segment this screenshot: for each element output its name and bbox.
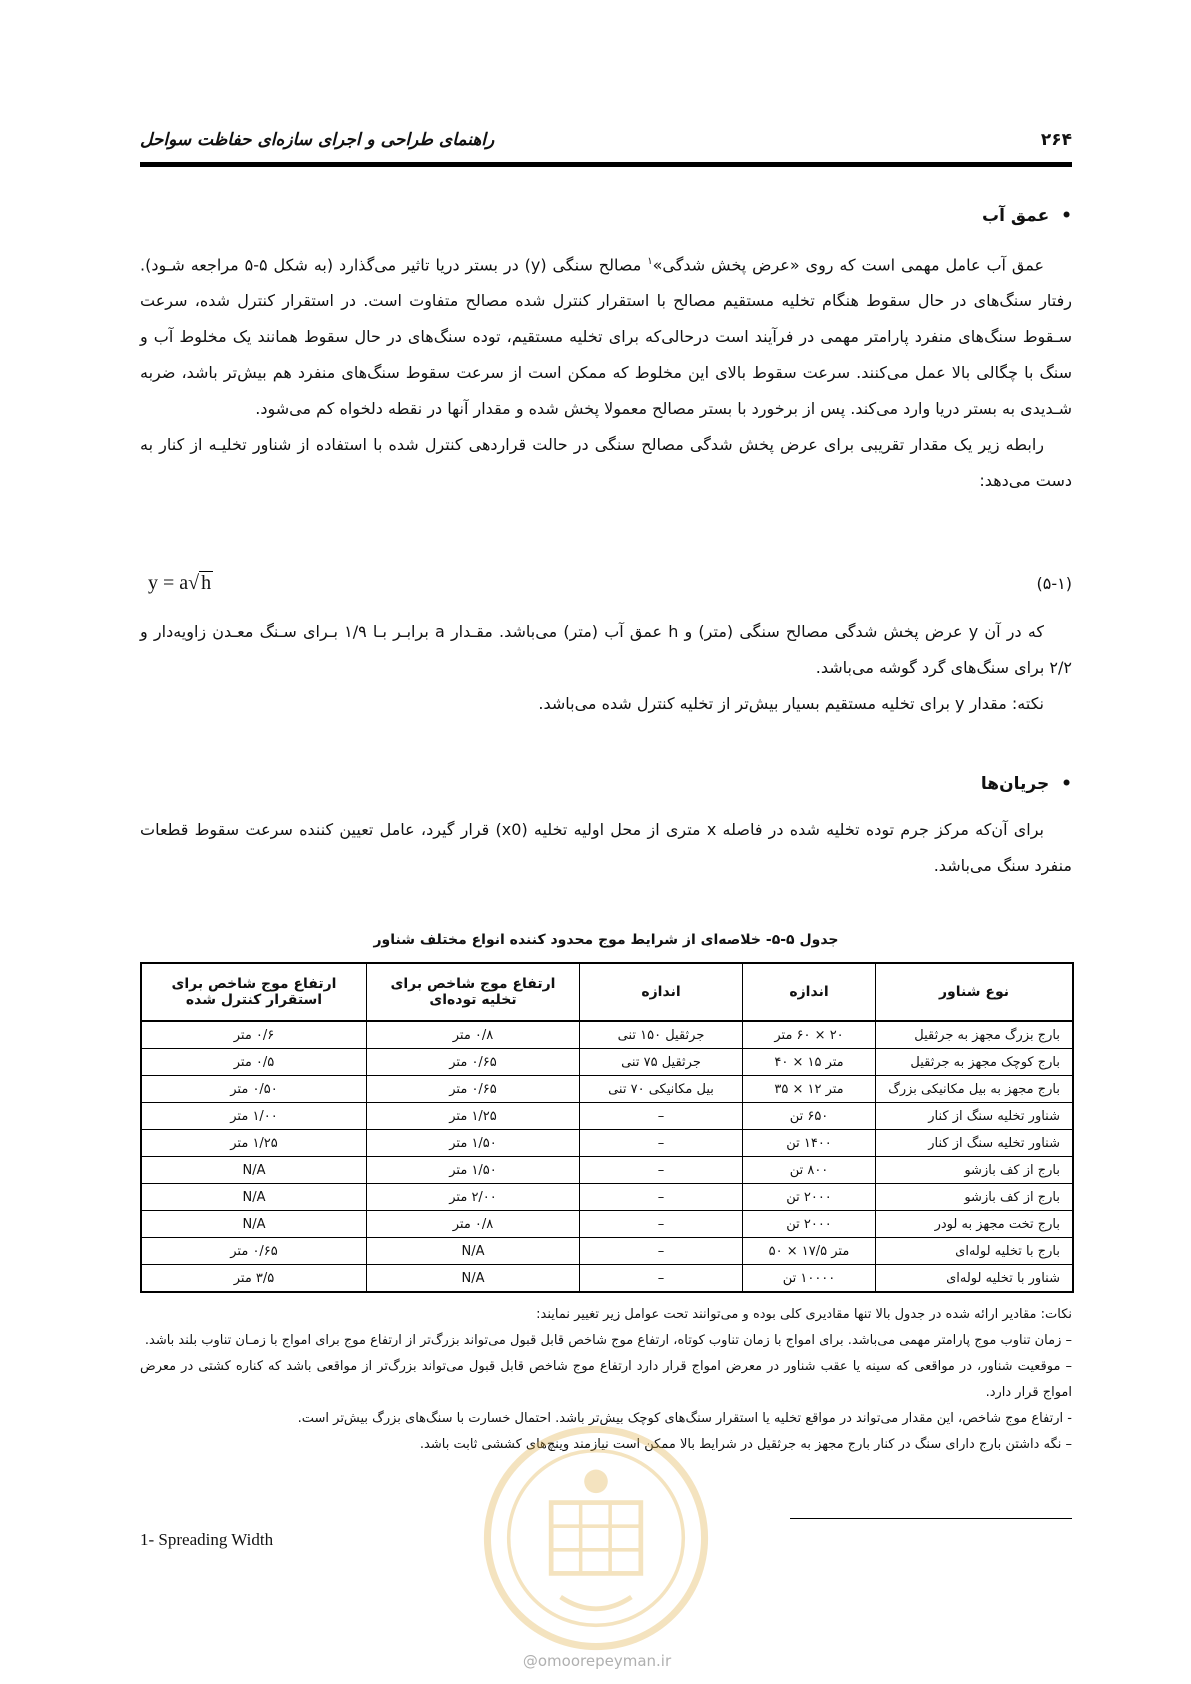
watermark-seal-icon <box>478 1420 714 1656</box>
table-cell: – <box>580 1130 743 1157</box>
table-row <box>141 1103 1073 1130</box>
table-cell: ۰/۸ متر <box>367 1021 580 1049</box>
note-line: – زمان تناوب موج پارامتر مهمی می‌باشد. برای امواج با زمان تناوب کوتاه، ارتفاع موج شاخص قابل قبول می‌تواند بزرگ‌تر از ارتفاع موج برای امواج با زمـان تناوب بلند باشد. <box>144 1333 1072 1348</box>
table-cell: بارج از کف بازشو <box>876 1157 1074 1184</box>
table-row <box>141 1049 1073 1076</box>
table-cell: ۱/۲۵ متر <box>141 1130 367 1157</box>
currents-paragraph: برای آن‌که مرکز جرم توده تخلیه شده در فاصله x متری از محل اولیه تخلیه (x0) قرار گیرد، عامل تعیین کننده سرعت سقوط قطعات منفرد سنگ می‌باشد. <box>140 820 1072 875</box>
table-cell: ۰/۶۵ متر <box>367 1049 580 1076</box>
table-row <box>141 1184 1073 1211</box>
table-cell: ۰/۵۰ متر <box>141 1076 367 1103</box>
table-cell: ۲۰۰۰ تن <box>743 1184 876 1211</box>
table-row <box>141 1238 1073 1265</box>
table-cell: جرثقیل ۷۵ تنی <box>580 1049 743 1076</box>
table-cell: ۰/۶ متر <box>141 1021 367 1049</box>
table-row <box>141 1021 1073 1049</box>
table-cell: – <box>580 1211 743 1238</box>
equation-formula: y = a√ h <box>148 572 212 594</box>
table-cell: N/A <box>367 1265 580 1293</box>
table-cell: ۱/۵۰ متر <box>367 1157 580 1184</box>
equation-radicand: h <box>201 572 212 594</box>
table-cell: بارج بزرگ مجهز به جرثقیل <box>876 1021 1074 1049</box>
section-title-depth <box>982 206 1072 226</box>
depth-body-2 <box>140 614 1072 722</box>
table-cell: – <box>580 1157 743 1184</box>
note-line: - ارتفاع موج شاخص، این مقدار می‌تواند در مواقع تخلیه یا استقرار سنگ‌های کوچک بیش‌تر باشد. احتمال خسارت با سنگ‌های بزرگ بیش‌تر است. <box>297 1411 1072 1426</box>
table-cell: – <box>580 1238 743 1265</box>
table-caption: جدول ۵-۵- خلاصه‌ای از شرایط موج محدود کننده انواع مختلف شناور <box>373 932 839 948</box>
table-cell: ۱/۰۰ متر <box>141 1103 367 1130</box>
table-cell: ۰/۶۵ متر <box>367 1076 580 1103</box>
table-cell: – <box>580 1103 743 1130</box>
table-cell: N/A <box>141 1211 367 1238</box>
depth-paragraph-1 <box>140 244 1072 427</box>
equation-5-1 <box>140 572 1072 604</box>
depth-paragraph-1-a: عمق آب عامل مهمی است که روی «عرض پخش شدگی» <box>652 255 1045 275</box>
watermark-site-text: @omoorepeyman.ir <box>522 1652 672 1670</box>
table-cell: جرثقیل ۱۵۰ تنی <box>580 1021 743 1049</box>
table-cell: بارج از کف بازشو <box>876 1184 1074 1211</box>
note-line: – موقعیت شناور، در مواقعی که سینه یا عقب شناور در معرض امواج قرار دارد ارتفاع موج شاخص قابل قبول می‌تواند بزرگ‌تر از مواقعی باشد که کناره کشتی در معرض امواج قرار دارد. <box>140 1359 1072 1400</box>
table-cell: شناور تخلیه سنگ از کنار <box>876 1130 1074 1157</box>
table-cell: متر ۱۲ × ۳۵ <box>743 1076 876 1103</box>
running-title: راهنمای طراحی و اجرای سازه‌ای حفاظت سواحل <box>140 130 495 150</box>
table-cell: شناور با تخلیه لوله‌ای <box>876 1265 1074 1293</box>
table-cell: بیل مکانیکی ۷۰ تنی <box>580 1076 743 1103</box>
table-cell: – <box>580 1184 743 1211</box>
table-header-row <box>141 963 1073 1021</box>
table-row <box>141 1265 1073 1293</box>
table-cell: ۶۵۰ تن <box>743 1103 876 1130</box>
table-cell: ۰/۶۵ متر <box>141 1238 367 1265</box>
page-number: ۲۶۴ <box>1040 130 1072 150</box>
table-cell: شناور تخلیه سنگ از کنار <box>876 1103 1074 1130</box>
header-wave-bulk: ارتفاع موج شاخص برای تخلیه توده‌ای <box>367 963 580 1021</box>
table-cell: – <box>580 1265 743 1293</box>
table-row <box>141 1211 1073 1238</box>
section-title-depth-text: عمق آب <box>982 206 1050 226</box>
table-cell: ۱۰۰۰۰ تن <box>743 1265 876 1293</box>
table-cell: ۰/۸ متر <box>367 1211 580 1238</box>
table-cell: ۳/۵ متر <box>141 1265 367 1293</box>
bullet-icon: • <box>1061 774 1072 794</box>
table-cell: ۲/۰۰ متر <box>367 1184 580 1211</box>
section-title-currents <box>981 774 1072 794</box>
header-wave-controlled: ارتفاع موج شاخص برای استقرار کنترل شده <box>141 963 367 1021</box>
depth-paragraph-3: که در آن y عرض پخش شدگی مصالح سنگی (متر) و h عمق آب (متر) می‌باشد. مقـدار a برابـر بـا ۱/۹ بـرای سـنگ معـدن زاویه‌دار و ۲/۲ برای سنگ‌های گرد گوشه می‌باشد. <box>140 622 1072 677</box>
table-cell: بارج تخت مجهز به لودر <box>876 1211 1074 1238</box>
page-header <box>140 128 1072 167</box>
equation-lhs: y = a <box>148 572 189 594</box>
footnote-ref: ۱ <box>647 256 653 267</box>
table-cell: بارج مجهز به بیل مکانیکی بزرگ <box>876 1076 1074 1103</box>
section-title-currents-text: جریان‌ها <box>980 774 1050 794</box>
table-cell: ۲۰۰۰ تن <box>743 1211 876 1238</box>
table-cell: ۱/۲۵ متر <box>367 1103 580 1130</box>
depth-body <box>140 244 1072 499</box>
depth-paragraph-2: رابطه زیر یک مقدار تقریبی برای عرض پخش شدگی مصالح سنگی در حالت قراردهی کنترل شده با استفاده از شناور تخلیـه از کنار به دست می‌دهد: <box>140 435 1072 491</box>
footnote: 1- Spreading Width <box>140 1530 274 1549</box>
vessel-wave-table <box>140 962 1074 1293</box>
table-body <box>141 1021 1073 1292</box>
table-cell: ۰/۵ متر <box>141 1049 367 1076</box>
depth-paragraph-1-b: مصالح سنگی (y) در بستر دریا تاثیر می‌گذارد (به شکل ۵-۵ مراجعه شـود). رفتار سنگ‌های در حال سقوط هنگام تخلیه مستقیم مصالح با استقرار کنترل شده مصالح متفاوت است. در استقرار کنترل شده، سرعت سـقوط سنگ‌های منفرد پارامتر مهمی در فرآیند است درحالی‌که برای تخلیه مستقیم، توده سنگ‌های در حال سقوط همانند یک مخلوط آب و سنگ با چگالی بالا عمل می‌کنند. سرعت سقوط بالای این مخلوط که ممکن است از سرعت سقوط سنگ‌های منفرد هم بیش‌تر باشد، ضربه شـدیدی به بستر دریا وارد می‌کند. پس از برخورد با بستر مصالح معمولا پخش شده و مقدار آنها در نقطه دلخواه کم می‌شود. <box>140 255 1072 419</box>
header-size-2: اندازه <box>580 963 743 1021</box>
table-cell: متر ۱۵ × ۴۰ <box>743 1049 876 1076</box>
table-cell: ۱/۵۰ متر <box>367 1130 580 1157</box>
equation-number: (۵-۱) <box>1036 574 1072 593</box>
header-size-1: اندازه <box>743 963 876 1021</box>
bullet-icon: • <box>1061 206 1072 226</box>
depth-note: نکته: مقدار y برای تخلیه مستقیم بسیار بیش‌تر از تخلیه کنترل شده می‌باشد. <box>538 694 1044 713</box>
table-cell: N/A <box>141 1157 367 1184</box>
table-row <box>141 1076 1073 1103</box>
table-cell: ۱۴۰۰ تن <box>743 1130 876 1157</box>
table-cell: N/A <box>367 1238 580 1265</box>
note-line: نکات: مقادیر ارائه شده در جدول بالا تنها مقادیری کلی بوده و می‌توانند تحت عوامل زیر تغییر نمایند: <box>536 1307 1072 1322</box>
table-cell: بارج با تخلیه لوله‌ای <box>876 1238 1074 1265</box>
header-vessel-type: نوع شناور <box>876 963 1074 1021</box>
footnote-divider <box>790 1518 1072 1519</box>
table-row <box>141 1157 1073 1184</box>
table-cell: متر ۱۷/۵ × ۵۰ <box>743 1238 876 1265</box>
table-cell: ۲۰ × ۶۰ متر <box>743 1021 876 1049</box>
currents-body <box>140 812 1072 884</box>
table-cell: ۸۰۰ تن <box>743 1157 876 1184</box>
note-line: – نگه داشتن بارج دارای سنگ در کنار بارج مجهز به جرثقیل در شرایط بالا ممکن است نیازمند وینچ‌های کششی ثابت باشد. <box>419 1437 1072 1452</box>
table-cell: N/A <box>141 1184 367 1211</box>
table-row <box>141 1130 1073 1157</box>
table-cell: بارج کوچک مجهز به جرثقیل <box>876 1049 1074 1076</box>
